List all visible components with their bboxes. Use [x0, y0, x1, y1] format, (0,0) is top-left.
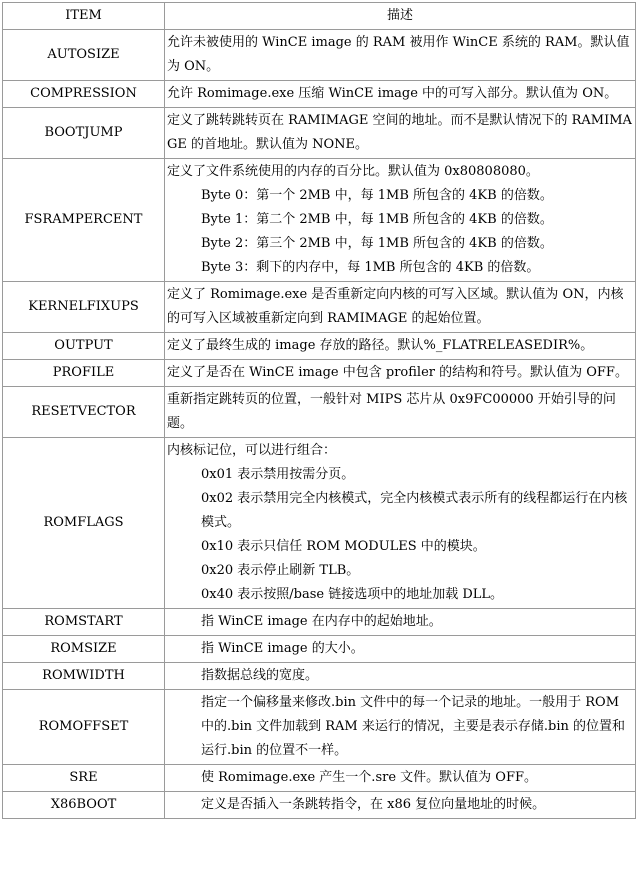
item-name-cell: ROMWIDTH: [3, 663, 165, 690]
item-name-cell: ROMFLAGS: [3, 438, 165, 609]
description-line: 定义了是否在 WinCE image 中包含 profiler 的结构和符号。默认值为 OFF。: [167, 365, 628, 380]
item-description-cell: [165, 636, 636, 663]
item-name-cell: SRE: [3, 765, 165, 792]
item-name-cell: ROMSTART: [3, 609, 165, 636]
description-line: 0x01 表示禁用按需分页。: [201, 467, 355, 482]
item-name-cell: KERNELFIXUPS: [3, 282, 165, 333]
item-description-cell: [165, 438, 636, 609]
description-line: Byte 3：剩下的内存中，每 1MB 所包含的 4KB 的倍数。: [201, 260, 540, 275]
description-line: 定义了文件系统使用的内存的百分比。默认值为 0x80808080。: [167, 164, 539, 179]
description-line: 定义了最终生成的 image 存放的路径。默认%_FLATRELEASEDIR%。: [167, 338, 594, 353]
item-description-cell: [165, 282, 636, 333]
table-row: [3, 792, 636, 819]
description-line: 指定一个偏移量来修改.bin 文件中的每一个记录的地址。一般用于 ROM 中的.bin 文件加载到 RAM 来运行的情况，主要是表示存储.bin 的位置和运行.bin 的位置不一样。: [201, 695, 625, 758]
item-name-cell: COMPRESSION: [3, 81, 165, 108]
description-line: Byte 1：第二个 2MB 中，每 1MB 所包含的 4KB 的倍数。: [201, 212, 553, 227]
description-line: Byte 0：第一个 2MB 中，每 1MB 所包含的 4KB 的倍数。: [201, 188, 553, 203]
item-name-cell: PROFILE: [3, 360, 165, 387]
table-row: [3, 387, 636, 438]
item-description-cell: [165, 765, 636, 792]
item-name-cell: ROMSIZE: [3, 636, 165, 663]
table-row: [3, 663, 636, 690]
table-header-row: [3, 3, 636, 30]
description-line: 允许 Romimage.exe 压缩 WinCE image 中的可写入部分。默认值为 ON。: [167, 86, 618, 101]
item-name-cell: X86BOOT: [3, 792, 165, 819]
item-name-cell: OUTPUT: [3, 333, 165, 360]
item-column-header: ITEM: [3, 3, 165, 30]
description-line: 指数据总线的宽度。: [201, 668, 319, 683]
description-line: 0x10 表示只信任 ROM MODULES 中的模块。: [201, 539, 486, 554]
description-line: 0x20 表示停止刷新 TLB。: [201, 563, 360, 578]
item-description-cell: [165, 360, 636, 387]
table-row: [3, 333, 636, 360]
description-line: 指 WinCE image 在内存中的起始地址。: [201, 614, 442, 629]
description-line: 使 Romimage.exe 产生一个.sre 文件。默认值为 OFF。: [201, 770, 537, 785]
table-row: [3, 438, 636, 609]
description-line: 允许未被使用的 WinCE image 的 RAM 被用作 WinCE 系统的 RAM。默认值为 ON。: [167, 35, 630, 74]
item-description-cell: [165, 609, 636, 636]
description-line: 定义了 Romimage.exe 是否重新定向内核的可写入区域。默认值为 ON，内核的可写入区域被重新定向到 RAMIMAGE 的起始位置。: [167, 287, 624, 326]
table-row: [3, 159, 636, 282]
table-row: [3, 765, 636, 792]
description-line: 0x40 表示按照/base 链接选项中的地址加载 DLL。: [201, 587, 504, 602]
table-row: [3, 360, 636, 387]
table-row: [3, 30, 636, 81]
table-row: [3, 690, 636, 765]
config-items-table: [2, 2, 636, 819]
item-description-cell: [165, 30, 636, 81]
description-line: 指 WinCE image 的大小。: [201, 641, 364, 656]
description-line: Byte 2：第三个 2MB 中，每 1MB 所包含的 4KB 的倍数。: [201, 236, 553, 251]
table-row: [3, 609, 636, 636]
item-name-cell: BOOTJUMP: [3, 108, 165, 159]
item-description-cell: [165, 663, 636, 690]
table-row: [3, 636, 636, 663]
item-name-cell: AUTOSIZE: [3, 30, 165, 81]
description-line: 定义是否插入一条跳转指令，在 x86 复位向量地址的时候。: [201, 797, 546, 812]
description-line: 0x02 表示禁用完全内核模式，完全内核模式表示所有的线程都运行在内核模式。: [201, 491, 628, 530]
table-row: [3, 108, 636, 159]
item-description-cell: [165, 690, 636, 765]
table-body: [3, 30, 636, 819]
item-description-cell: [165, 792, 636, 819]
description-line: 重新指定跳转页的位置，一般针对 MIPS 芯片从 0x9FC00000 开始引导的问题。: [167, 392, 616, 431]
item-description-cell: [165, 108, 636, 159]
description-column-header: 描述: [165, 3, 636, 30]
table-row: [3, 81, 636, 108]
table-row: [3, 282, 636, 333]
item-description-cell: [165, 159, 636, 282]
item-description-cell: [165, 333, 636, 360]
item-name-cell: RESETVECTOR: [3, 387, 165, 438]
description-line: 内核标记位，可以进行组合：: [167, 443, 337, 458]
item-name-cell: FSRAMPERCENT: [3, 159, 165, 282]
item-description-cell: [165, 81, 636, 108]
item-description-cell: [165, 387, 636, 438]
description-line: 定义了跳转跳转页在 RAMIMAGE 空间的地址。而不是默认情况下的 RAMIMAGE 的首地址。默认值为 NONE。: [167, 113, 632, 152]
item-name-cell: ROMOFFSET: [3, 690, 165, 765]
